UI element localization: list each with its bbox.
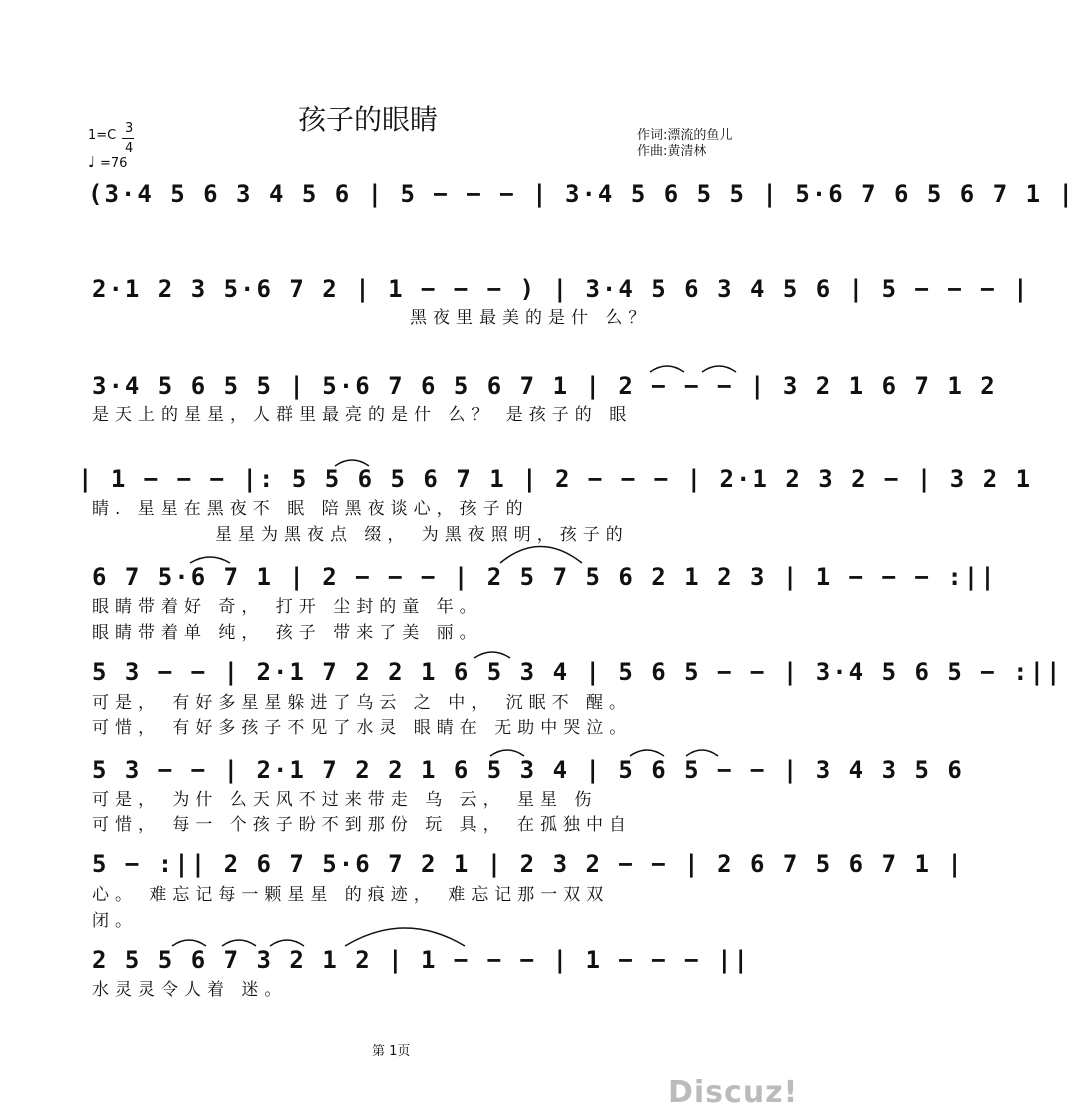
- lyrics-line-8-verse-2: 闭。: [92, 911, 138, 931]
- notation-line-9: 2 5 5 6 7 3 2 1 2 | 1 − − − | 1 − − − ||: [92, 946, 750, 974]
- quarter-note-icon: ♩: [88, 153, 96, 171]
- lyrics-line-6-verse-1: 可是， 有好多星星躲进了乌云 之 中， 沉眠不 醒。: [92, 693, 633, 713]
- lyrics-line-4-verse-2: 星星为黑夜点 缀， 为黑夜照明，孩子的: [215, 525, 629, 545]
- lyricist: 作词:漂流的鱼儿: [637, 128, 733, 143]
- lyrics-line-6-verse-2: 可惜， 有好多孩子不见了水灵 眼睛在 无助中哭泣。: [92, 718, 633, 738]
- lyrics-line-3-verse-1: 是天上的星星，人群里最亮的是什 么？ 是孩子的 眼: [92, 405, 633, 425]
- notation-line-5: 6 7 5·6 7 1 | 2 − − − | 2 5 7 5 6 2 1 2 3 | 1 − − − :||: [92, 563, 997, 591]
- page-number: 第 1页: [372, 1044, 411, 1059]
- notation-line-3: 3·4 5 6 5 5 | 5·6 7 6 5 6 7 1 | 2 − − − | 3 2 1 6 7 1 2: [92, 372, 997, 400]
- notation-line-4: | 1 − − − |: 5 5 6 5 6 7 1 | 2 − − − | 2·1 2 3 2 − | 3 2 1: [78, 465, 1033, 493]
- song-title: 孩子的眼睛: [298, 103, 439, 136]
- lyrics-line-7-verse-2: 可惜， 每一 个孩子盼不到那份 玩 具， 在孤独中自: [92, 815, 633, 835]
- lyrics-line-7-verse-1: 可是， 为什 么天风不过来带走 乌 云， 星星 伤: [92, 790, 598, 810]
- lyrics-line-4-verse-1: 睛. 星星在黑夜不 眠 陪黑夜谈心，孩子的: [92, 499, 529, 519]
- meter-denominator: 4: [125, 141, 134, 156]
- lyrics-line-5-verse-1: 眼睛带着好 奇， 打开 尘封的童 年。: [92, 597, 483, 617]
- notation-line-6: 5 3 − − | 2·1 7 2 2 1 6 5 3 4 | 5 6 5 − − | 3·4 5 6 5 − :||: [92, 658, 1063, 686]
- watermark-logo: Discuz!: [668, 1075, 799, 1110]
- tempo-marking: =76: [100, 156, 128, 171]
- credits: [637, 128, 732, 160]
- notation-line-2: 2·1 2 3 5·6 7 2 | 1 − − − ) | 3·4 5 6 3 4 5 6 | 5 − − − |: [92, 275, 1030, 303]
- meter-numerator: 3: [125, 121, 134, 136]
- composer: 作曲:黄清林: [637, 144, 707, 159]
- lyrics-line-9-verse-1: 水灵灵令人着 迷。: [92, 980, 288, 1000]
- lyrics-line-5-verse-2: 眼睛带着单 纯， 孩子 带来了美 丽。: [92, 623, 483, 643]
- lyrics-line-8-verse-1: 心。 难忘记每一颗星星 的痕迹， 难忘记那一双双: [92, 885, 610, 905]
- notation-line-8: 5 − :|| 2 6 7 5·6 7 2 1 | 2 3 2 − − | 2 6 7 5 6 7 1 |: [92, 850, 964, 878]
- notation-line-7: 5 3 − − | 2·1 7 2 2 1 6 5 3 4 | 5 6 5 − − | 3 4 3 5 6: [92, 756, 964, 784]
- slur-mark: [500, 547, 582, 564]
- slur-mark: [345, 928, 465, 946]
- key-signature: 1=C: [88, 128, 117, 143]
- lyrics-line-2-verse-1: 黑夜里最美的是什 么？: [410, 308, 652, 328]
- notation-line-1: (3·4 5 6 3 4 5 6 | 5 − − − | 3·4 5 6 5 5 | 5·6 7 6 5 6 7 1 |: [88, 180, 1075, 208]
- meter-divider: [122, 138, 134, 139]
